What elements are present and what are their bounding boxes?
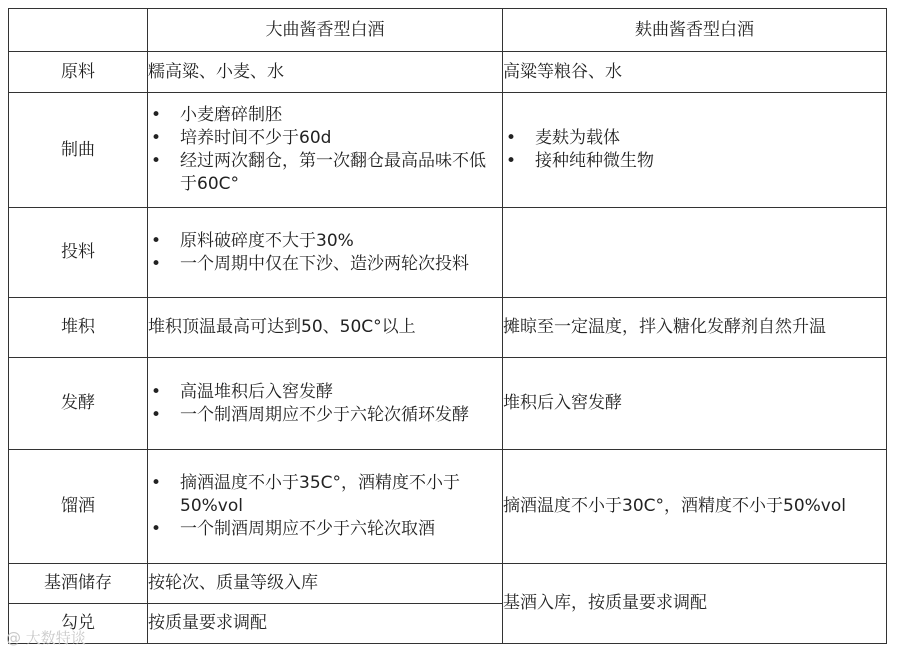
fuqu-cell: 堆积后入窖发酵 [503,358,887,450]
fuqu-cell [503,93,887,208]
fuqu-cell [503,208,887,298]
daqu-cell: 按轮次、质量等级入库 [148,564,503,604]
daqu-cell [148,358,503,450]
bullet-list [148,381,502,427]
list-item: • 一个制酒周期应不少于六轮次取酒 [148,518,502,541]
table-row-koji-making [9,93,887,208]
header-daqu: 大曲酱香型白酒 [148,9,503,52]
bullet-list [148,104,502,196]
table-row-stacking [9,298,887,358]
fuqu-merged-cell: 基酒入库，按质量要求调配 [503,564,887,644]
table-row-feeding [9,208,887,298]
daqu-cell [148,93,503,208]
table-header-row [9,9,887,52]
fuqu-cell: 摘酒温度不小于30C°，酒精度不小于50%vol [503,450,887,564]
row-label: 原料 [9,52,148,93]
row-label: 制曲 [9,93,148,208]
list-item: • 接种纯种微生物 [503,150,886,173]
list-item: • 培养时间不少于60d [148,127,502,150]
bullet-list [503,127,886,173]
comparison-table [8,8,887,644]
daqu-cell: 堆积顶温最高可达到50、50C°以上 [148,298,503,358]
daqu-cell [148,208,503,298]
row-label: 堆积 [9,298,148,358]
daqu-cell: 按质量要求调配 [148,604,503,644]
row-label: 投料 [9,208,148,298]
header-fuqu: 麸曲酱香型白酒 [503,9,887,52]
daqu-cell [148,450,503,564]
daqu-cell: 糯高粱、小麦、水 [148,52,503,93]
list-item: • 原料破碎度不大于30% [148,230,502,253]
list-item: • 经过两次翻仓，第一次翻仓最高品味不低于60C° [148,150,502,196]
list-item: • 高温堆积后入窖发酵 [148,381,502,404]
fuqu-cell: 摊晾至一定温度，拌入糖化发酵剂自然升温 [503,298,887,358]
table-row-distillation [9,450,887,564]
row-label: 馏酒 [9,450,148,564]
header-empty-cell [9,9,148,52]
row-label: 基酒储存 [9,564,148,604]
list-item: • 麦麸为载体 [503,127,886,150]
row-label: 勾兑 [9,604,148,644]
list-item: • 一个周期中仅在下沙、造沙两轮次投料 [148,253,502,276]
table-row-fermentation [9,358,887,450]
list-item: • 小麦磨碎制胚 [148,104,502,127]
bullet-list [148,472,502,541]
list-item: • 一个制酒周期应不少于六轮次循环发酵 [148,404,502,427]
row-label: 发酵 [9,358,148,450]
list-item: • 摘酒温度不小于35C°，酒精度不小于50%vol [148,472,502,518]
bullet-list [148,230,502,276]
table-row-raw-material [9,52,887,93]
table-row-base-liquor-storage [9,564,887,604]
fuqu-cell: 高粱等粮谷、水 [503,52,887,93]
watermark: @ 大数特谈 [6,629,86,647]
